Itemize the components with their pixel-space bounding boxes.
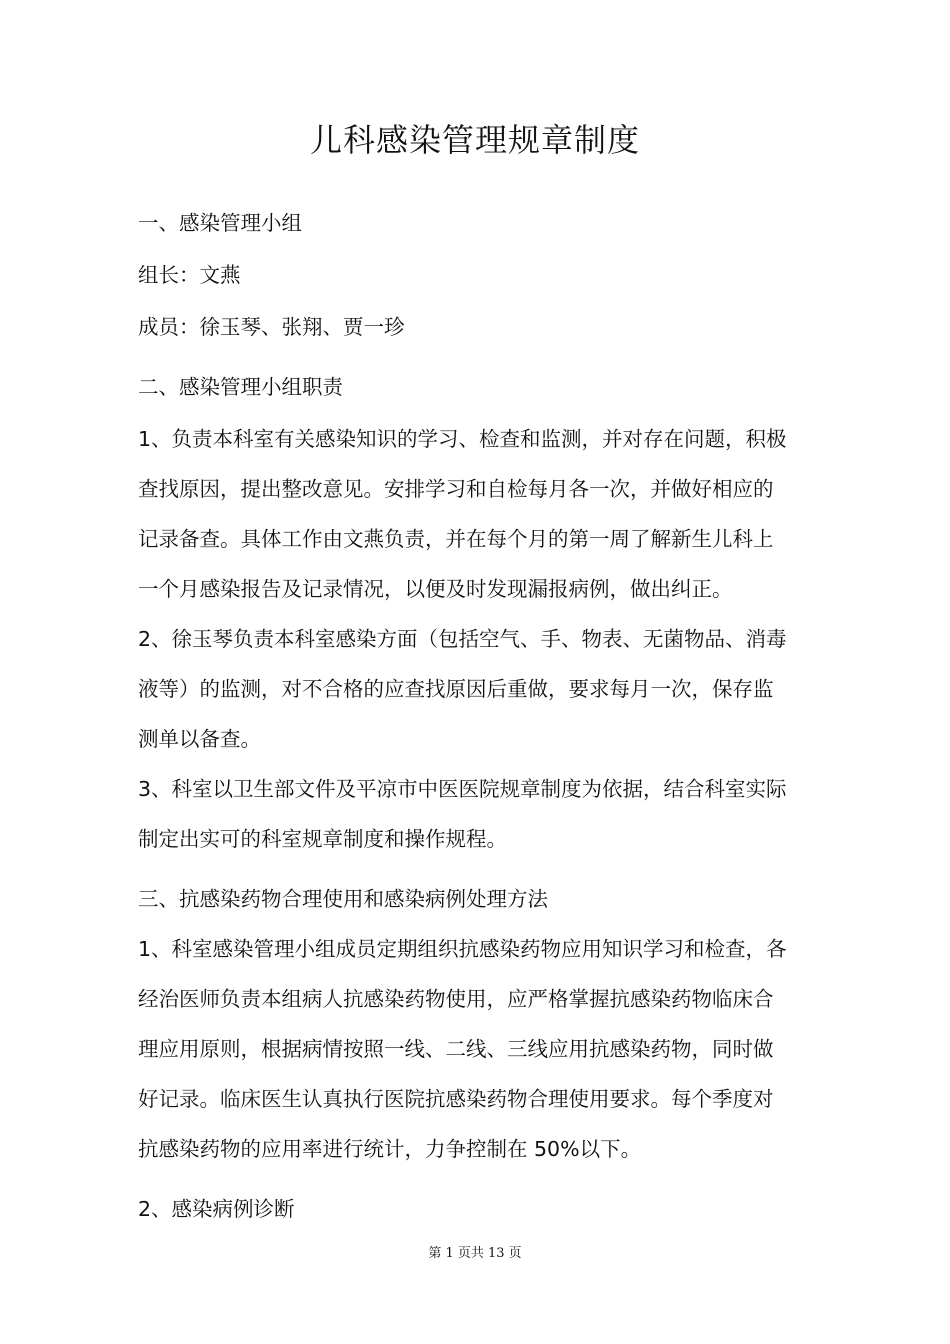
paragraph-line: 2、徐玉琴负责本科室感染方面（包括空气、手、物表、无菌物品、消毒 [138,627,787,651]
paragraph-line: 好记录。临床医生认真执行医院抗感染药物合理使用要求。每个季度对 [138,1087,774,1111]
paragraph-line: 1、科室感染管理小组成员定期组织抗感染药物应用知识学习和检查，各 [138,937,787,961]
paragraph-line: 抗感染药物的应用率进行统计，力争控制在 50%以下。 [138,1137,642,1161]
paragraph-line: 测单以备查。 [138,727,261,751]
document-title: 儿科感染管理规章制度 [309,121,640,159]
section-heading: 二、感染管理小组职责 [138,375,343,399]
paragraph-line: 记录备查。具体工作由文燕负责，并在每个月的第一周了解新生儿科上 [138,527,774,551]
paragraph-line: 经治医师负责本组病人抗感染药物使用，应严格掌握抗感染药物临床合 [138,987,774,1011]
subsection-heading: 2、感染病例诊断 [138,1197,295,1221]
members-line: 成员：徐玉琴、张翔、贾一珍 [138,315,405,339]
document-body [138,198,818,1234]
paragraph-line: 理应用原则，根据病情按照一线、二线、三线应用抗感染药物，同时做 [138,1037,774,1061]
page-footer: 第 1 页共 13 页 [428,1246,522,1261]
section-heading: 一、感染管理小组 [138,211,302,235]
leader-line: 组长：文燕 [138,263,241,287]
section-heading: 三、抗感染药物合理使用和感染病例处理方法 [138,887,548,911]
paragraph-line: 制定出实可的科室规章制度和操作规程。 [138,827,507,851]
paragraph-line: 1、负责本科室有关感染知识的学习、检查和监测，并对存在问题，积极 [138,427,787,451]
paragraph-line: 查找原因，提出整改意见。安排学习和自检每月各一次，并做好相应的 [138,477,774,501]
paragraph-line: 一个月感染报告及记录情况，以便及时发现漏报病例，做出纠正。 [138,577,733,601]
paragraph-line: 3、科室以卫生部文件及平凉市中医医院规章制度为依据，结合科室实际 [138,777,787,801]
paragraph-line: 液等）的监测，对不合格的应查找原因后重做，要求每月一次，保存监 [138,677,774,701]
